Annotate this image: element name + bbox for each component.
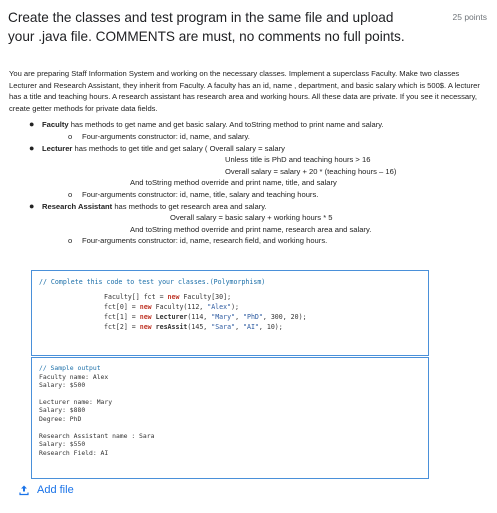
constructor-text: Four-arguments constructor: id, name, and salary. xyxy=(82,131,250,141)
constructor-item xyxy=(9,131,485,143)
output-line: Salary: $880 xyxy=(39,406,86,415)
salary-rule: Overall salary = basic salary + working hours * 5 xyxy=(170,213,333,223)
circle-bullet-icon: o xyxy=(68,131,73,141)
class-name: Research Assistant xyxy=(42,201,113,211)
code-line: fct[0] = new Faculty(112, "Alex"); xyxy=(104,303,240,311)
question-title: Create the classes and test program in the same file and upload your .java file. COMMENTS are must, no comments no full points. xyxy=(8,10,405,44)
tostring-text: And toString method override and print name, research area and salary. xyxy=(130,224,372,234)
code-box xyxy=(31,270,429,356)
output-line: Research Assistant name : Sara xyxy=(39,431,155,440)
output-line: Research Field: AI xyxy=(39,448,109,457)
code-line: fct[1] = new Lecturer(114, "Mary", "PhD", 300, 20); xyxy=(104,313,307,321)
add-file-label: Add file xyxy=(37,484,74,496)
bullet-icon: ● xyxy=(29,142,35,153)
output-line: Salary: $500 xyxy=(39,381,86,390)
class-list xyxy=(9,119,485,247)
bullet-icon: ● xyxy=(29,200,35,211)
code-comment: // Complete this code to test your classes.(Polymorphism) xyxy=(39,278,266,286)
circle-bullet-icon: o xyxy=(68,236,73,246)
add-file-button[interactable] xyxy=(18,484,74,496)
class-name: Lecturer xyxy=(42,143,73,153)
sample-output-box xyxy=(31,357,429,479)
question-description xyxy=(9,68,485,247)
upload-icon xyxy=(18,484,30,496)
output-line: Degree: PhD xyxy=(39,414,82,423)
output-line: Lecturer name: Mary xyxy=(39,397,113,406)
tostring-text: And toString method override and print name, title, and salary xyxy=(130,178,337,188)
class-item-lecturer xyxy=(9,143,485,155)
code-lines xyxy=(104,292,307,332)
salary-rule: Overall salary = salary + 20 * (teaching hours – 16) xyxy=(225,166,397,176)
class-description: has methods to get research area and salary. xyxy=(112,201,267,211)
constructor-text: Four-arguments constructor: id, name, research field, and working hours. xyxy=(82,236,328,246)
output-comment: // Sample output xyxy=(39,364,101,372)
class-name: Faculty xyxy=(42,120,69,130)
bullet-icon: ● xyxy=(29,119,35,130)
salary-rule: Unless title is PhD and teaching hours > 16 xyxy=(225,155,371,165)
class-description: has methods to get name and get basic salary. And toString method to print name and salary. xyxy=(68,120,384,130)
circle-bullet-icon: o xyxy=(68,189,73,199)
points-label: 25 points xyxy=(452,12,487,22)
class-description: has methods to get title and get salary ( Overall salary = salary xyxy=(72,143,285,153)
output-line: Salary: $550 xyxy=(39,440,86,449)
code-line: fct[2] = new resAssit(145, "Sara", "AI", 10); xyxy=(104,323,283,331)
constructor-item xyxy=(9,235,485,247)
output-line: Faculty name: Alex xyxy=(39,372,109,381)
class-item-faculty xyxy=(9,119,485,131)
constructor-text: Four-arguments constructor: id, name, title, salary and teaching hours. xyxy=(82,189,319,199)
constructor-item xyxy=(9,189,485,201)
class-item-research-assistant xyxy=(9,201,485,213)
sample-output-text xyxy=(39,364,154,457)
code-line: Faculty[] fct = new Faculty[30]; xyxy=(104,293,232,301)
intro-paragraph: You are preparing Staff Information System and working on the necessary classes. Implement a superclass Faculty. Make two classes Lecturer and Research Assistant, they inherit from Faculty. A faculty has an id, name , department, and basic salary which is 500$. A lecturer has a title and teaching hours. A research assistant has research area and working hours. All these data are private. If you see it necessary, create getter methods for private data fields. xyxy=(9,69,480,113)
